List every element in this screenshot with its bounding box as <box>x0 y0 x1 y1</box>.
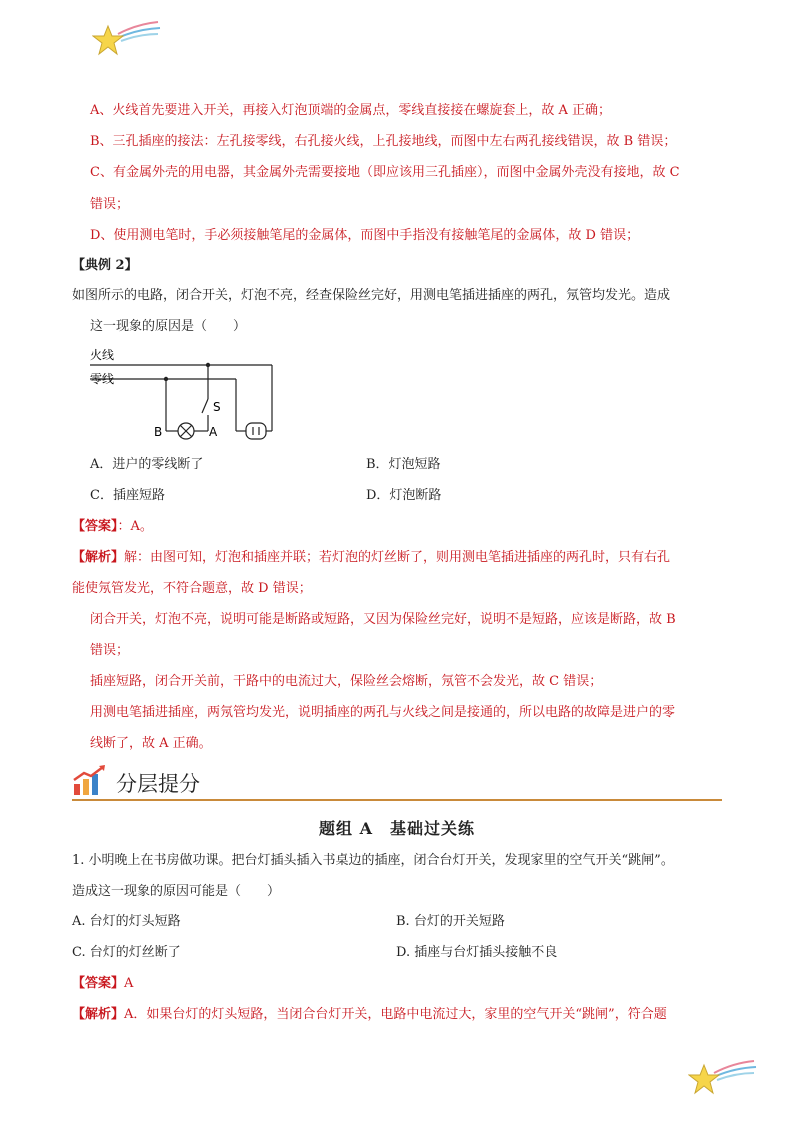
point-b-label: B <box>154 425 163 439</box>
example-option-b: B．灯泡短路 <box>366 457 441 472</box>
explanation-line-d: D、使用测电笔时，手必须接触笔尾的金属体，而图中手指没有接触笔尾的金属体，故 D 错误； <box>90 228 640 243</box>
question1-answer-label: 【答案】 <box>72 976 125 991</box>
example-analysis-line6: 用测电笔插进插座，两氖管均发光，说明插座的两孔与火线之间是接通的，所以电路的故障是进户的零 <box>90 705 676 720</box>
shooting-star-top-icon <box>92 16 164 58</box>
answer-text: ：A。 <box>117 519 153 534</box>
growth-chart-icon <box>72 764 108 796</box>
question1-option-c: C. 台灯的灯丝断了 <box>72 945 181 960</box>
example-question-line2: 这一现象的原因是（ ） <box>90 319 247 334</box>
example-heading: 【典例 2】 <box>72 258 138 273</box>
analysis-label: 【解析】 <box>72 550 125 565</box>
example-option-c: C．插座短路 <box>90 488 165 503</box>
answer-label: 【答案】 <box>72 519 118 534</box>
example-analysis-line7: 线断了，故 A 正确。 <box>90 736 212 751</box>
switch-icon <box>202 399 208 413</box>
example-question-line1: 如图所示的电路，闭合开关，灯泡不亮，经查保险丝完好，用测电笔插进插座的两孔，氖管均发光。造成 <box>72 288 671 303</box>
explanation-line-b: B、三孔插座的接法：左孔接零线，右孔接火线，上孔接地线，而图中左右两孔接线错误，故 B 错误； <box>90 134 677 149</box>
neutral-wire-label: 零线 <box>90 372 115 386</box>
question1-option-d: D. 插座与台灯插头接触不良 <box>396 945 558 960</box>
example-analysis-line4: 错误； <box>90 643 130 658</box>
question1-analysis-label: 【解析】 <box>72 1007 125 1022</box>
question1-line1: 1. 小明晚上在书房做功课。把台灯插头插入书桌边的插座，闭合台灯开关，发现家里的空气开关“跳闸”。 <box>72 853 674 868</box>
example-analysis-line5: 插座短路，闭合开关前，干路中的电流过大，保险丝会熔断，氖管不会发光，故 C 错误； <box>90 674 603 689</box>
section-title: 分层提分 <box>116 772 200 796</box>
example-analysis-line1 <box>72 549 670 567</box>
explanation-line-a: A、火线首先要进入开关，再接入灯泡顶端的金属点，零线直接接在螺旋套上，故 A 正确； <box>90 103 612 118</box>
example-option-d: D．灯泡断路 <box>366 488 442 503</box>
question1-analysis-text: A．如果台灯的灯头短路，当闭合台灯开关，电路中电流过大，家里的空气开关“跳闸”，符合题 <box>124 1007 667 1022</box>
section-divider <box>72 799 722 801</box>
example-answer <box>72 518 153 536</box>
shooting-star-bottom-icon <box>688 1055 760 1097</box>
example-option-a: A．进户的零线断了 <box>90 457 204 472</box>
question1-answer <box>72 975 133 993</box>
question1-option-b: B. 台灯的开关短路 <box>396 914 505 929</box>
switch-label: S <box>213 400 221 414</box>
question1-line2: 造成这一现象的原因可能是（ ） <box>72 884 281 899</box>
live-wire-label: 火线 <box>90 348 115 362</box>
explanation-line-c: C、有金属外壳的用电器，其金属外壳需要接地（即应该用三孔插座），而图中金属外壳没有接地，故 C <box>90 165 680 180</box>
example-analysis-line2: 能使氖管发光，不符合题意，故 D 错误； <box>72 581 312 596</box>
point-a-label: A <box>209 425 218 439</box>
question1-option-a: A. 台灯的灯头短路 <box>72 914 181 929</box>
question1-answer-text: A <box>124 976 134 991</box>
group-title: 题组 A 基础过关练 <box>319 819 475 838</box>
example-analysis-line3: 闭合开关，灯泡不亮，说明可能是断路或短路，又因为保险丝完好，说明不是短路，应该是断路，故 B <box>90 612 676 627</box>
explanation-line-c-cont: 错误； <box>90 197 130 212</box>
circuit-diagram <box>90 345 300 445</box>
question1-analysis <box>72 1006 667 1024</box>
analysis-text: 解：由图可知，灯泡和插座并联；若灯泡的灯丝断了，则用测电笔插进插座的两孔时，只有右孔 <box>124 550 671 565</box>
socket-icon <box>246 423 266 439</box>
